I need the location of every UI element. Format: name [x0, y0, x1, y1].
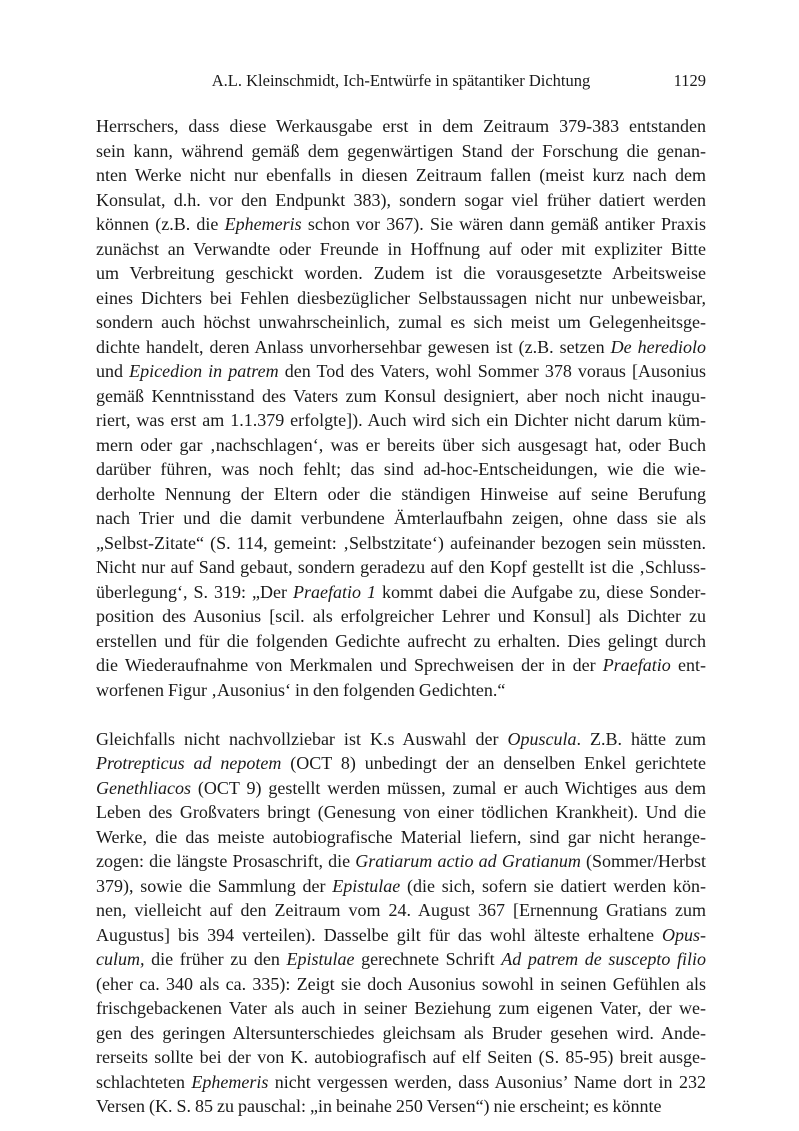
text-run: erstellen und für die folgenden Gedichte aufrecht zu erhalten. Dies gelingt durch — [96, 630, 706, 651]
text-line — [96, 580, 706, 605]
text-line — [96, 653, 706, 678]
text-line — [96, 604, 706, 629]
italic-title: Opus- — [662, 924, 706, 945]
italic-title: Praefatio 1 — [292, 581, 376, 602]
text-line — [96, 457, 706, 482]
paragraph — [96, 114, 706, 702]
text-line — [96, 800, 706, 825]
text-run: gemäß Kenntnisstand des Vaters zum Konsul designiert, aber noch nicht inaugu- — [96, 385, 706, 406]
text-line — [96, 629, 706, 654]
text-line — [96, 1021, 706, 1046]
text-run: darüber führen, was noch fehlt; das sind ad-hoc-Entscheidungen, wie die wie- — [96, 459, 706, 479]
text-line — [96, 163, 706, 188]
text-line — [96, 384, 706, 409]
text-run: Nicht nur auf Sand gebaut, sondern geradezu auf den Kopf gestellt ist die ‚Schluss- — [96, 557, 706, 577]
text-run: nten Werke nicht nur ebenfalls in diesen Zeitraum fallen (meist kurz nach dem — [96, 165, 706, 185]
text-line — [96, 433, 706, 458]
text-run: frischgebackenen Vater als auch in seiner Beziehung zum eigenen Vater, der we- — [96, 998, 706, 1018]
paragraph-gap — [96, 702, 706, 727]
text-run: gen des geringen Altersunterschiedes gleichsam als Bruder gesehen wird. Ande- — [96, 1022, 706, 1043]
text-run: nen, vielleicht auf den Zeitraum vom 24. August 367 [Ernennung Gratians zum — [96, 900, 706, 920]
text-line — [96, 825, 706, 850]
text-run: die Wiederaufnahme von Merkmalen und Sprechweisen der in der — [96, 655, 603, 675]
italic-title: Genethliacos — [96, 777, 191, 798]
text-line — [96, 898, 706, 923]
body-text — [96, 114, 706, 1119]
text-run: „Selbst-Zitate“ (S. 114, gemeint: ‚Selbstzitate‘) aufeinander bezogen sein müssten. — [96, 532, 706, 553]
text-line — [96, 212, 706, 237]
text-line — [96, 408, 706, 433]
text-run: zogen: die längste Prosaschrift, die — [96, 851, 356, 871]
text-run: eines Dichters bei Fehlen diesbezüglicher Selbstaussagen nicht nur unbeweisbar, — [96, 287, 706, 308]
text-run: zunächst an Verwandte oder Freunde in Hoffnung auf oder mit expliziter Bitte — [96, 238, 706, 259]
text-line — [96, 531, 706, 556]
italic-title: culum, — [96, 949, 145, 969]
text-run: (OCT 8) unbedingt der an denselben Enkel gerichtete — [281, 753, 706, 773]
text-run: schon vor 367). Sie wären dann gemäß antiker Praxis — [301, 214, 707, 234]
text-line — [96, 237, 706, 262]
text-run: die früher zu den — [144, 949, 287, 969]
italic-title: Protrepticus ad nepotem — [96, 753, 282, 773]
text-run: schlachteten — [96, 1071, 192, 1092]
text-run: riert, was erst am 1.1.379 erfolgte]). Auch wird sich ein Dichter nicht darum küm- — [96, 410, 706, 430]
text-run: position des Ausonius [scil. als erfolgreicher Lehrer und Konsul] als Dichter zu — [96, 606, 706, 626]
text-line — [96, 482, 706, 507]
text-line — [96, 506, 706, 531]
text-run: mern oder gar ‚nachschlagen‘, was er bereits über sich ausgesagt hat, oder Buch — [96, 434, 706, 455]
text-run: (die sich, sofern sie datiert werden kön- — [400, 875, 707, 896]
text-run: und — [96, 361, 130, 381]
running-title: A.L. Kleinschmidt, Ich-Entwürfe in spätantiker Dichtung — [211, 71, 591, 90]
text-line — [96, 114, 706, 139]
text-run: gerechnete Schrift — [354, 949, 502, 969]
text-run: worfenen Figur ‚Ausonius‘ in den folgenden Gedichten.“ — [96, 679, 506, 700]
text-run: Augustus] bis 394 verteilen). Dasselbe gilt für das wohl älteste erhaltene — [96, 924, 662, 945]
text-line — [96, 188, 706, 213]
italic-title: Ephemeris — [224, 214, 302, 234]
text-run: Leben des Großvaters bringt (Genesung von einer tödlichen Krankheit). Und die — [96, 802, 706, 822]
text-run: 379), sowie die Sammlung der — [96, 875, 333, 896]
text-line — [96, 972, 706, 997]
text-run: derholte Nennung der Eltern oder die ständigen Hinweise auf seine Berufung — [96, 483, 706, 504]
text-run: ent- — [670, 655, 707, 675]
text-line — [96, 359, 706, 384]
text-run: Herrschers, dass diese Werkausgabe erst in dem Zeitraum 379-383 entstanden — [96, 116, 706, 136]
text-line — [96, 874, 706, 899]
text-run: sein kann, während gemäß dem gegenwärtigen Stand der Forschung die genan- — [96, 140, 706, 161]
text-run: den Tod des Vaters, wohl Sommer 378 voraus [Ausonius — [278, 361, 707, 381]
page-number: 1129 — [673, 71, 706, 90]
italic-title: Ephemeris — [191, 1071, 269, 1092]
text-line — [96, 555, 706, 580]
text-run: kommt dabei die Aufgabe zu, diese Sonder- — [375, 581, 706, 602]
text-line — [96, 286, 706, 311]
running-header — [96, 70, 706, 92]
text-line — [96, 139, 706, 164]
paragraph — [96, 727, 706, 1119]
text-run: Konsulat, d.h. vor den Endpunkt 383), sondern sogar viel früher datiert werden — [96, 189, 706, 210]
text-run: dichte handelt, deren Anlass unvorhersehbar gewesen ist (z.B. setzen — [96, 336, 611, 357]
text-line — [96, 1094, 706, 1119]
text-line — [96, 1045, 706, 1070]
text-line — [96, 335, 706, 360]
italic-title: Ad patrem de suscepto filio — [501, 949, 706, 969]
italic-title: Opuscula — [507, 728, 577, 749]
text-run: rerseits sollte bei der von K. autobiografisch auf elf Seiten (S. 85-95) breit ausge- — [96, 1047, 706, 1067]
text-run: um Verbreitung geschickt worden. Zudem ist die vorausgesetzte Arbeitsweise — [96, 263, 706, 283]
text-run: Versen (K. S. 85 zu pauschal: „in beinahe 250 Versen“) nie erscheint; es könnte — [96, 1096, 662, 1116]
text-run: Gleichfalls nicht nachvollziebar ist K.s Auswahl der — [96, 728, 508, 749]
text-line — [96, 727, 706, 752]
text-run: sondern auch höchst unwahrscheinlich, zumal es sich meist um Gelegenheitsge- — [96, 312, 706, 332]
text-line — [96, 310, 706, 335]
text-run: (OCT 9) gestellt werden müssen, zumal er auch Wichtiges aus dem — [190, 777, 706, 798]
text-run: können (z.B. die — [96, 214, 225, 234]
text-line — [96, 923, 706, 948]
italic-title: Praefatio — [602, 655, 671, 675]
text-run: (eher ca. 340 als ca. 335): Zeigt sie doch Ausonius sowohl in seinen Gefühlen als — [96, 973, 706, 994]
text-line — [96, 849, 706, 874]
italic-title: De herediolo — [610, 336, 706, 357]
text-run: Werke, die das meiste autobiografische Material liefern, sind gar nicht herange- — [96, 826, 706, 847]
text-line — [96, 678, 706, 703]
italic-title: Epistulae — [286, 949, 355, 969]
italic-title: Gratiarum actio ad Gratianum — [355, 851, 581, 871]
text-run: überlegung‘, S. 319: „Der — [96, 581, 293, 602]
italic-title: Epicedion in patrem — [129, 361, 279, 381]
text-line — [96, 947, 706, 972]
text-run: (Sommer/Herbst — [580, 851, 706, 871]
text-line — [96, 776, 706, 801]
text-run: nach Trier und die damit verbundene Ämterlaufbahn zeigen, ohne dass sie als — [96, 508, 706, 528]
text-run: nicht vergessen werden, dass Ausonius’ Name dort in 232 — [268, 1071, 706, 1092]
text-line — [96, 261, 706, 286]
text-line — [96, 751, 706, 776]
text-line — [96, 996, 706, 1021]
text-run: . Z.B. hätte zum — [576, 728, 706, 749]
text-line — [96, 1070, 706, 1095]
italic-title: Epistulae — [332, 875, 401, 896]
